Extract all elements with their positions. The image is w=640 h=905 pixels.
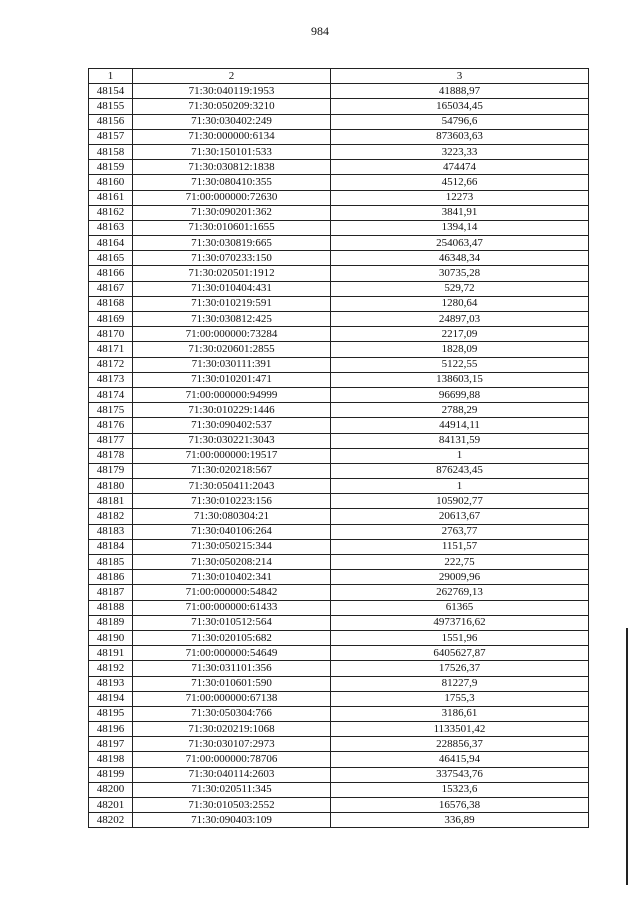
table-row: [89, 84, 589, 99]
table-row: [89, 630, 589, 645]
row-number-cell: 48196: [89, 722, 133, 737]
table-row: [89, 463, 589, 478]
row-number-cell: 48171: [89, 342, 133, 357]
column-header-2: 2: [133, 69, 331, 84]
row-number-cell: 48198: [89, 752, 133, 767]
cadastral-number-cell: 71:30:050208:214: [133, 555, 331, 570]
cadastral-number-cell: 71:30:040106:264: [133, 524, 331, 539]
table-row: [89, 312, 589, 327]
value-cell: 81227,9: [331, 676, 589, 691]
cadastral-number-cell: 71:30:020511:345: [133, 782, 331, 797]
value-cell: 1755,3: [331, 691, 589, 706]
cadastral-number-cell: 71:30:050215:344: [133, 539, 331, 554]
row-number-cell: 48202: [89, 813, 133, 828]
row-number-cell: 48172: [89, 357, 133, 372]
value-cell: 3186,61: [331, 706, 589, 721]
row-number-cell: 48185: [89, 555, 133, 570]
row-number-cell: 48197: [89, 737, 133, 752]
row-number-cell: 48174: [89, 387, 133, 402]
cadastral-number-cell: 71:30:020105:682: [133, 630, 331, 645]
cadastral-number-cell: 71:30:030812:1838: [133, 160, 331, 175]
table-row: [89, 661, 589, 676]
page-number: 984: [311, 24, 329, 38]
row-number-cell: 48178: [89, 448, 133, 463]
table-row: [89, 281, 589, 296]
value-cell: 2788,29: [331, 403, 589, 418]
table-row: [89, 114, 589, 129]
value-cell: 41888,97: [331, 84, 589, 99]
cadastral-number-cell: 71:30:040114:2603: [133, 767, 331, 782]
value-cell: 1: [331, 479, 589, 494]
cadastral-number-cell: 71:30:030111:391: [133, 357, 331, 372]
row-number-cell: 48160: [89, 175, 133, 190]
row-number-cell: 48163: [89, 220, 133, 235]
value-cell: 16576,38: [331, 798, 589, 813]
table-row: [89, 403, 589, 418]
value-cell: 54796,6: [331, 114, 589, 129]
data-table: [88, 68, 589, 828]
value-cell: 873603,63: [331, 129, 589, 144]
column-header-3: 3: [331, 69, 589, 84]
value-cell: 12273: [331, 190, 589, 205]
value-cell: 4512,66: [331, 175, 589, 190]
row-number-cell: 48181: [89, 494, 133, 509]
cadastral-number-cell: 71:30:070233:150: [133, 251, 331, 266]
table-row: [89, 190, 589, 205]
value-cell: 337543,76: [331, 767, 589, 782]
row-number-cell: 48155: [89, 99, 133, 114]
table-row: [89, 418, 589, 433]
value-cell: 165034,45: [331, 99, 589, 114]
row-number-cell: 48177: [89, 433, 133, 448]
row-number-cell: 48194: [89, 691, 133, 706]
table-body: [89, 84, 589, 828]
table-row: [89, 372, 589, 387]
table-row: [89, 813, 589, 828]
row-number-cell: 48162: [89, 205, 133, 220]
value-cell: 61365: [331, 600, 589, 615]
value-cell: 138603,15: [331, 372, 589, 387]
cadastral-number-cell: 71:00:000000:54649: [133, 646, 331, 661]
table-row: [89, 387, 589, 402]
value-cell: 29009,96: [331, 570, 589, 585]
value-cell: 105902,77: [331, 494, 589, 509]
table-row: [89, 722, 589, 737]
table-row: [89, 737, 589, 752]
row-number-cell: 48167: [89, 281, 133, 296]
table-row: [89, 752, 589, 767]
table-row: [89, 99, 589, 114]
table-row: [89, 767, 589, 782]
table-row: [89, 251, 589, 266]
cadastral-number-cell: 71:30:150101:533: [133, 144, 331, 159]
value-cell: 2217,09: [331, 327, 589, 342]
value-cell: 1133501,42: [331, 722, 589, 737]
table-row: [89, 296, 589, 311]
value-cell: 20613,67: [331, 509, 589, 524]
value-cell: 222,75: [331, 555, 589, 570]
cadastral-number-cell: 71:30:010402:341: [133, 570, 331, 585]
table-row: [89, 342, 589, 357]
cadastral-number-cell: 71:30:020601:2855: [133, 342, 331, 357]
table-row: [89, 798, 589, 813]
table-row: [89, 539, 589, 554]
row-number-cell: 48188: [89, 600, 133, 615]
table-row: [89, 646, 589, 661]
cadastral-number-cell: 71:00:000000:78706: [133, 752, 331, 767]
cadastral-number-cell: 71:00:000000:72630: [133, 190, 331, 205]
table-row: [89, 782, 589, 797]
cadastral-number-cell: 71:30:030819:665: [133, 236, 331, 251]
table-row: [89, 175, 589, 190]
table-row: [89, 357, 589, 372]
value-cell: 254063,47: [331, 236, 589, 251]
value-cell: 24897,03: [331, 312, 589, 327]
row-number-cell: 48176: [89, 418, 133, 433]
table-row: [89, 479, 589, 494]
row-number-cell: 48158: [89, 144, 133, 159]
cadastral-number-cell: 71:00:000000:19517: [133, 448, 331, 463]
value-cell: 2763,77: [331, 524, 589, 539]
table-row: [89, 448, 589, 463]
value-cell: 46415,94: [331, 752, 589, 767]
cadastral-number-cell: 71:00:000000:54842: [133, 585, 331, 600]
row-number-cell: 48191: [89, 646, 133, 661]
table-row: [89, 509, 589, 524]
table-row: [89, 676, 589, 691]
row-number-cell: 48168: [89, 296, 133, 311]
row-number-cell: 48179: [89, 463, 133, 478]
value-cell: 44914,11: [331, 418, 589, 433]
row-number-cell: 48186: [89, 570, 133, 585]
value-cell: 84131,59: [331, 433, 589, 448]
value-cell: 3223,33: [331, 144, 589, 159]
table-row: [89, 555, 589, 570]
row-number-cell: 48182: [89, 509, 133, 524]
value-cell: 336,89: [331, 813, 589, 828]
cadastral-number-cell: 71:30:090201:362: [133, 205, 331, 220]
value-cell: 17526,37: [331, 661, 589, 676]
cadastral-number-cell: 71:30:030812:425: [133, 312, 331, 327]
table-row: [89, 691, 589, 706]
cadastral-number-cell: 71:30:040119:1953: [133, 84, 331, 99]
row-number-cell: 48159: [89, 160, 133, 175]
value-cell: 262769,13: [331, 585, 589, 600]
cadastral-number-cell: 71:30:030221:3043: [133, 433, 331, 448]
value-cell: 46348,34: [331, 251, 589, 266]
row-number-cell: 48175: [89, 403, 133, 418]
cadastral-number-cell: 71:00:000000:94999: [133, 387, 331, 402]
table-row: [89, 585, 589, 600]
cadastral-number-cell: 71:00:000000:67138: [133, 691, 331, 706]
row-number-cell: 48157: [89, 129, 133, 144]
cadastral-number-cell: 71:30:000000:6134: [133, 129, 331, 144]
value-cell: 3841,91: [331, 205, 589, 220]
cadastral-number-cell: 71:30:010503:2552: [133, 798, 331, 813]
value-cell: 876243,45: [331, 463, 589, 478]
cadastral-number-cell: 71:30:010201:471: [133, 372, 331, 387]
row-number-cell: 48164: [89, 236, 133, 251]
value-cell: 1551,96: [331, 630, 589, 645]
row-number-cell: 48169: [89, 312, 133, 327]
cadastral-number-cell: 71:30:031101:356: [133, 661, 331, 676]
table-row: [89, 524, 589, 539]
table-row: [89, 615, 589, 630]
value-cell: 1151,57: [331, 539, 589, 554]
cadastral-number-cell: 71:30:050411:2043: [133, 479, 331, 494]
table-row: [89, 494, 589, 509]
cadastral-number-cell: 71:30:010512:564: [133, 615, 331, 630]
column-header-1: 1: [89, 69, 133, 84]
row-number-cell: 48187: [89, 585, 133, 600]
row-number-cell: 48173: [89, 372, 133, 387]
table-row: [89, 706, 589, 721]
row-number-cell: 48165: [89, 251, 133, 266]
row-number-cell: 48190: [89, 630, 133, 645]
cadastral-number-cell: 71:30:080410:355: [133, 175, 331, 190]
cadastral-number-cell: 71:00:000000:61433: [133, 600, 331, 615]
table-row: [89, 144, 589, 159]
value-cell: 5122,55: [331, 357, 589, 372]
value-cell: 1280,64: [331, 296, 589, 311]
cadastral-number-cell: 71:30:050209:3210: [133, 99, 331, 114]
cadastral-number-cell: 71:30:010601:1655: [133, 220, 331, 235]
cadastral-number-cell: 71:00:000000:73284: [133, 327, 331, 342]
cadastral-number-cell: 71:30:080304:21: [133, 509, 331, 524]
table-header-row: [89, 69, 589, 84]
value-cell: 1394,14: [331, 220, 589, 235]
row-number-cell: 48154: [89, 84, 133, 99]
row-number-cell: 48170: [89, 327, 133, 342]
value-cell: 228856,37: [331, 737, 589, 752]
row-number-cell: 48184: [89, 539, 133, 554]
row-number-cell: 48183: [89, 524, 133, 539]
value-cell: 30735,28: [331, 266, 589, 281]
value-cell: 474474: [331, 160, 589, 175]
cadastral-number-cell: 71:30:090403:109: [133, 813, 331, 828]
cadastral-number-cell: 71:30:020219:1068: [133, 722, 331, 737]
value-cell: 96699,88: [331, 387, 589, 402]
value-cell: 4973716,62: [331, 615, 589, 630]
row-number-cell: 48200: [89, 782, 133, 797]
cadastral-number-cell: 71:30:010404:431: [133, 281, 331, 296]
cadastral-number-cell: 71:30:010223:156: [133, 494, 331, 509]
cadastral-number-cell: 71:30:010219:591: [133, 296, 331, 311]
table-row: [89, 160, 589, 175]
row-number-cell: 48189: [89, 615, 133, 630]
table-row: [89, 129, 589, 144]
row-number-cell: 48161: [89, 190, 133, 205]
cadastral-number-cell: 71:30:010229:1446: [133, 403, 331, 418]
row-number-cell: 48166: [89, 266, 133, 281]
table-row: [89, 570, 589, 585]
table-row: [89, 327, 589, 342]
table-row: [89, 600, 589, 615]
cadastral-number-cell: 71:30:030402:249: [133, 114, 331, 129]
value-cell: 15323,6: [331, 782, 589, 797]
row-number-cell: 48193: [89, 676, 133, 691]
cadastral-number-cell: 71:30:050304:766: [133, 706, 331, 721]
row-number-cell: 48199: [89, 767, 133, 782]
row-number-cell: 48195: [89, 706, 133, 721]
table-row: [89, 205, 589, 220]
cadastral-number-cell: 71:30:090402:537: [133, 418, 331, 433]
table-row: [89, 266, 589, 281]
table-row: [89, 236, 589, 251]
table-row: [89, 433, 589, 448]
row-number-cell: 48156: [89, 114, 133, 129]
value-cell: 6405627,87: [331, 646, 589, 661]
value-cell: 1828,09: [331, 342, 589, 357]
row-number-cell: 48180: [89, 479, 133, 494]
scan-edge-line: [626, 628, 628, 885]
cadastral-number-cell: 71:30:010601:590: [133, 676, 331, 691]
row-number-cell: 48192: [89, 661, 133, 676]
cadastral-number-cell: 71:30:030107:2973: [133, 737, 331, 752]
value-cell: 1: [331, 448, 589, 463]
row-number-cell: 48201: [89, 798, 133, 813]
value-cell: 529,72: [331, 281, 589, 296]
cadastral-number-cell: 71:30:020501:1912: [133, 266, 331, 281]
table-row: [89, 220, 589, 235]
cadastral-number-cell: 71:30:020218:567: [133, 463, 331, 478]
